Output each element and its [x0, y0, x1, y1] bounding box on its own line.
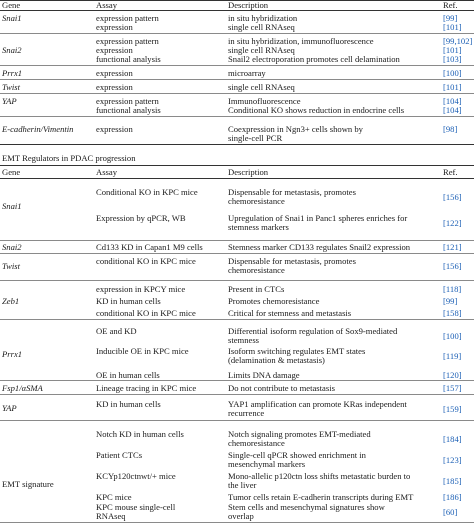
description-cell: Coexpression in Ngn3+ cells shown by	[228, 124, 363, 134]
description-cell: single cell RNAseq	[228, 82, 295, 92]
gene-name: EMT signature	[2, 479, 54, 489]
reference-link: [104]	[443, 96, 462, 106]
header-description: Description	[228, 167, 269, 177]
reference-link: [185]	[443, 476, 462, 486]
table-rule	[0, 65, 474, 66]
description-cell: YAP1 amplification can promote KRas independent	[228, 399, 407, 409]
description-cell: in situ hybridization, immunofluorescence	[228, 36, 374, 46]
reference-link: [99]	[443, 296, 458, 306]
description-cell-cont: single-cell PCR	[228, 133, 283, 143]
reference-link: [159]	[443, 404, 462, 414]
description-cell: Present in CTCs	[228, 284, 285, 294]
description-cell-cont: stemness markers	[228, 222, 289, 232]
table-rule	[0, 79, 474, 80]
reference-link: [100]	[443, 331, 462, 341]
assay-cell: KD in human cells	[96, 296, 161, 306]
description-cell-cont: the liver	[228, 480, 257, 490]
description-cell-cont: overlap	[228, 511, 254, 521]
assay-cell: KPC mice	[96, 492, 132, 502]
description-cell: microarray	[228, 68, 266, 78]
table-rule	[0, 380, 474, 381]
reference-link: [99]	[443, 13, 458, 23]
table-rule	[0, 10, 474, 11]
assay-cell: Lineage tracing in KPC mice	[96, 383, 197, 393]
table-rule	[0, 394, 474, 395]
assay-cell: Inducible OE in KPC mice	[96, 346, 189, 356]
header-gene: Gene	[2, 0, 21, 10]
gene-name: Snai2	[2, 242, 22, 252]
description-cell: Promotes chemoresistance	[228, 296, 320, 306]
description-cell: Conditional KO shows reduction in endocrine cells	[228, 105, 405, 115]
header-description: Description	[228, 0, 269, 10]
reference-link: [157]	[443, 383, 462, 393]
gene-name: YAP	[2, 96, 17, 106]
header-assay: Assay	[96, 0, 118, 10]
reference-link: [121]	[443, 242, 462, 252]
reference-link: [101]	[443, 22, 462, 32]
description-cell: Dispensable for metastasis, promotes	[228, 256, 356, 266]
table-rule	[0, 93, 474, 94]
table-rule	[0, 144, 474, 145]
gene-name: Snai1	[2, 201, 22, 211]
reference-link: [100]	[443, 68, 462, 78]
description-cell-cont: chemoresistance	[228, 265, 285, 275]
table-rule	[0, 522, 474, 523]
reference-link: [123]	[443, 455, 462, 465]
description-cell: Critical for stemness and metastasis	[228, 308, 352, 318]
assay-cell: conditional KO in KPC mice	[96, 256, 196, 266]
assay-cell: OE and KD	[96, 326, 137, 336]
assay-cell: expression	[96, 68, 133, 78]
reference-link: [101]	[443, 82, 462, 92]
assay-cell: expression in KPCY mice	[96, 284, 186, 294]
description-cell: Dispensable for metastasis, promotes	[228, 187, 356, 197]
assay-cell: KPC mouse single-cell	[96, 502, 176, 512]
description-cell-cont: recurrence	[228, 408, 265, 418]
description-cell: Limits DNA damage	[228, 370, 300, 380]
assay-cell-cont: RNAseq	[96, 511, 126, 521]
table-rule	[0, 178, 474, 179]
gene-name: Fsp1/αSMA	[2, 383, 43, 393]
description-cell: in situ hybridization	[228, 13, 298, 23]
reference-link: [122]	[443, 218, 462, 228]
description-cell: Single-cell qPCR showed enrichment in	[228, 450, 366, 460]
description-cell: single cell RNAseq	[228, 45, 295, 55]
assay-cell: functional analysis	[96, 54, 161, 64]
gene-name: YAP	[2, 403, 17, 413]
header-ref: Ref.	[443, 167, 458, 177]
gene-name: Prrx1	[2, 349, 23, 359]
description-cell: Notch signaling promotes EMT-mediated	[228, 429, 371, 439]
assay-cell: Expression by qPCR, WB	[96, 213, 186, 223]
table-rule	[0, 420, 474, 421]
header-assay: Assay	[96, 167, 118, 177]
description-cell: Stemness marker CD133 regulates Snail2 expression	[228, 242, 411, 252]
reference-link: [184]	[443, 434, 462, 444]
section-title: EMT Regulators in PDAC progression	[2, 153, 136, 163]
description-cell: Differential isoform regulation of Sox9-mediated	[228, 326, 398, 336]
assay-cell: expression	[96, 45, 133, 55]
table-rule	[0, 319, 474, 320]
assay-cell: Cd133 KD in Capan1 M9 cells	[96, 242, 203, 252]
description-cell: Mono-allelic p120ctn loss shifts metastatic burden to	[228, 471, 411, 481]
assay-cell: functional analysis	[96, 105, 161, 115]
reference-link: [103]	[443, 54, 462, 64]
header-ref: Ref.	[443, 0, 458, 10]
assay-cell: expression pattern	[96, 36, 159, 46]
description-cell-cont: (delamination & metastasis)	[228, 355, 325, 365]
gene-name: Snai2	[2, 45, 22, 55]
description-cell-cont: stemness	[228, 335, 260, 345]
table-rule	[0, 253, 474, 254]
description-cell: Isoform switching regulates EMT states	[228, 346, 366, 356]
table-rule	[0, 240, 474, 241]
gene-name: Zeb1	[2, 296, 20, 306]
reference-link: [118]	[443, 284, 462, 294]
gene-name: Twist	[2, 82, 20, 92]
reference-link: [119]	[443, 351, 462, 361]
assay-cell: expression	[96, 124, 133, 134]
reference-link: [101]	[443, 45, 462, 55]
assay-cell: expression	[96, 82, 133, 92]
assay-cell: expression pattern	[96, 13, 159, 23]
description-cell: Stem cells and mesenchymal signatures show	[228, 502, 385, 512]
assay-cell: KD in human cells	[96, 399, 161, 409]
table-rule	[0, 165, 474, 166]
assay-cell: KCYp120ctnwt/+ mice	[96, 471, 176, 481]
reference-link: [98]	[443, 124, 458, 134]
reference-link: [186]	[443, 492, 462, 502]
table-rule	[0, 116, 474, 117]
description-cell: Do not contribute to metastasis	[228, 383, 335, 393]
gene-name: Twist	[2, 261, 20, 271]
description-cell: Snail2 electroporation promotes cell delamination	[228, 54, 400, 64]
gene-name: E-cadherin/Vimentin	[2, 124, 74, 134]
assay-cell: expression	[96, 22, 133, 32]
description-cell-cont: mesenchymal markers	[228, 459, 306, 469]
gene-name: Snai1	[2, 13, 22, 23]
assay-cell: Patient CTCs	[96, 450, 143, 460]
description-cell-cont: chemoresistance	[228, 438, 285, 448]
reference-link: [156]	[443, 192, 462, 202]
reference-link: [99,102]	[443, 36, 473, 46]
assay-cell: OE in human cells	[96, 370, 160, 380]
description-cell: single cell RNAseq	[228, 22, 295, 32]
assay-cell: conditional KO in KPC mice	[96, 308, 196, 318]
gene-name: Prrx1	[2, 68, 23, 78]
header-gene: Gene	[2, 167, 21, 177]
reference-link: [158]	[443, 308, 462, 318]
description-cell: Immunofluorescence	[228, 96, 301, 106]
assay-cell: expression pattern	[96, 96, 159, 106]
reference-link: [60]	[443, 507, 458, 517]
table-rule	[0, 33, 474, 34]
reference-link: [104]	[443, 105, 462, 115]
assay-cell: Conditional KO in KPC mice	[96, 187, 198, 197]
description-cell-cont: chemoresistance	[228, 196, 285, 206]
table-rule	[0, 280, 474, 281]
reference-link: [156]	[443, 261, 462, 271]
assay-cell: Notch KD in human cells	[96, 429, 184, 439]
description-cell: Tumor cells retain E-cadherin transcripts during EMT	[228, 492, 414, 502]
description-cell: Upregulation of Snai1 in Panc1 spheres enriches for	[228, 213, 408, 223]
reference-link: [120]	[443, 370, 462, 380]
